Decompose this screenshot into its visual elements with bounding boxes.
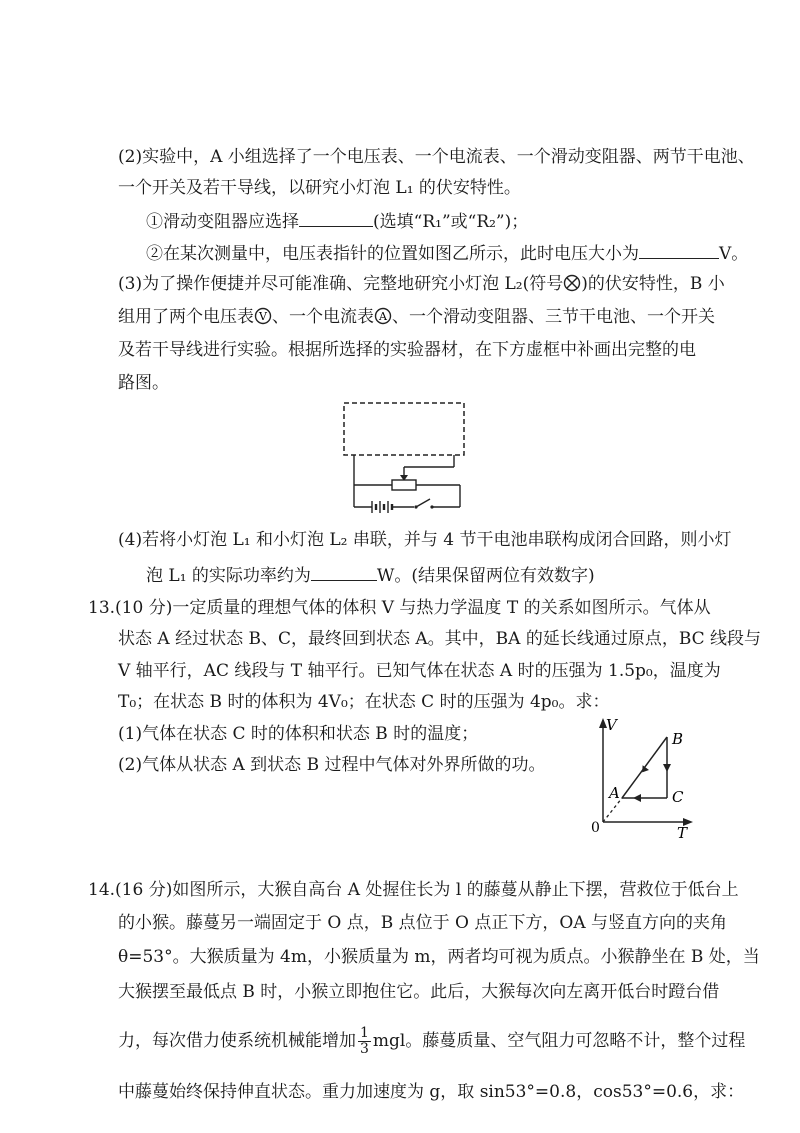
q14-line4: 大猴摆至最低点 B 时，小猴立即抱住它。此后，大猴每次向左离开低台时蹬台借 xyxy=(118,982,720,1002)
q14-line2: 的小猴。藤蔓另一端固定于 O 点，B 点位于 O 点正下方，OA 与竖直方向的夹角 xyxy=(118,913,728,933)
q12-part4-line2: 泡 L₁ 的实际功率约为 W。(结果保留两位有效数字) xyxy=(146,562,595,588)
q12-part4-line1: (4)若将小灯泡 L₁ 和小灯泡 L₂ 串联，并与 4 节干电池串联构成闭合回路，则小灯 xyxy=(118,530,732,550)
t-axis-label: T xyxy=(677,824,688,842)
arrow-b-to-c-icon xyxy=(663,764,671,772)
switch-icon xyxy=(414,499,433,509)
q14-line5: 力，每次借力使系统机械能增加 $\frac{1}{3}$ mgl。藤蔓质量、空气阻力可忽略不计，整个过程 xyxy=(118,1025,746,1057)
q12-part2-sub2: ②在某次测量中，电压表指针的位置如图乙所示，此时电压大小为 V。 xyxy=(146,240,748,266)
fraction-one-third: $\frac{1}{3}$ xyxy=(360,1025,369,1057)
q13-line3: V 轴平行，AC 线段与 T 轴平行。已知气体在状态 A 时的压强为 1.5p₀，温度为 xyxy=(118,661,721,681)
arrow-c-to-a-icon xyxy=(633,794,641,802)
q12-part2-sub1: ①滑动变阻器应选择 (选填“R₁”或“R₂”)； xyxy=(146,208,528,234)
q13-line1: 13.(10 分)一定质量的理想气体的体积 V 与热力学温度 T 的关系如图所示。气体从 xyxy=(88,598,711,618)
q12-part3-line3: 及若干导线进行实验。根据所选择的实验器材，在下方虚框中补画出完整的电 xyxy=(118,340,696,360)
q13-sub2: (2)气体从状态 A 到状态 B 过程中气体对外界所做的功。 xyxy=(118,755,546,775)
point-c-label: C xyxy=(672,788,684,806)
dashed-drawing-box[interactable] xyxy=(344,403,464,455)
lamp-symbol-icon xyxy=(563,274,581,292)
q13-sub1: (1)气体在状态 C 时的体积和状态 B 时的温度； xyxy=(118,724,479,744)
q14-line1: 14.(16 分)如图所示，大猴自高台 A 处握住长为 l 的藤蔓从静止下摆，营救位于低台上 xyxy=(88,880,739,900)
svg-text:V: V xyxy=(259,310,267,323)
answer-blank-rheostat[interactable] xyxy=(299,208,373,227)
svg-text:A: A xyxy=(379,310,387,323)
answer-blank-power[interactable] xyxy=(311,562,377,581)
battery-icon xyxy=(372,501,392,513)
q14-line6: 中藤蔓始终保持伸直状态。重力加速度为 g，取 sin53°=0.8，cos53°=0.6，求： xyxy=(118,1082,745,1102)
q14-line3: θ=53°。大猴质量为 4m，小猴质量为 m，两者均可视为质点。小猴静坐在 B 处，当 xyxy=(118,947,760,967)
point-a-label: A xyxy=(609,784,620,802)
ammeter-symbol-icon xyxy=(374,307,392,325)
q12-part3-line4: 路图。 xyxy=(118,373,169,393)
v-axis-label: V xyxy=(606,716,617,734)
q12-part3-line2: 组用了两个电压表 V 、一个电流表 A 、一个滑动变阻器、三节干电池、一个开关 xyxy=(118,307,715,327)
circuit-diagram xyxy=(330,395,480,525)
q13-line2: 状态 A 经过状态 B、C，最终回到状态 A。其中，BA 的延长线通过原点，BC 线段与 xyxy=(118,629,762,649)
point-b-label: B xyxy=(672,730,684,748)
q12-part2-line2: 一个开关及若干导线，以研究小灯泡 L₁ 的伏安特性。 xyxy=(118,178,521,198)
answer-blank-voltage[interactable] xyxy=(639,240,719,259)
origin-label: 0 xyxy=(591,820,600,836)
voltmeter-symbol-icon xyxy=(254,307,272,325)
q12-part3-line1: (3)为了操作便捷并尽可能准确、完整地研究小灯泡 L₂(符号 )的伏安特性，B 小 xyxy=(118,274,725,294)
v-t-graph xyxy=(585,712,705,842)
q12-part2-line1: (2)实验中，A 小组选择了一个电压表、一个电流表、一个滑动变阻器、两节干电池、 xyxy=(118,147,755,167)
q13-line4: T₀；在状态 B 时的体积为 4V₀；在状态 C 时的压强为 4p₀。求： xyxy=(118,692,610,712)
rheostat-icon xyxy=(392,480,416,490)
